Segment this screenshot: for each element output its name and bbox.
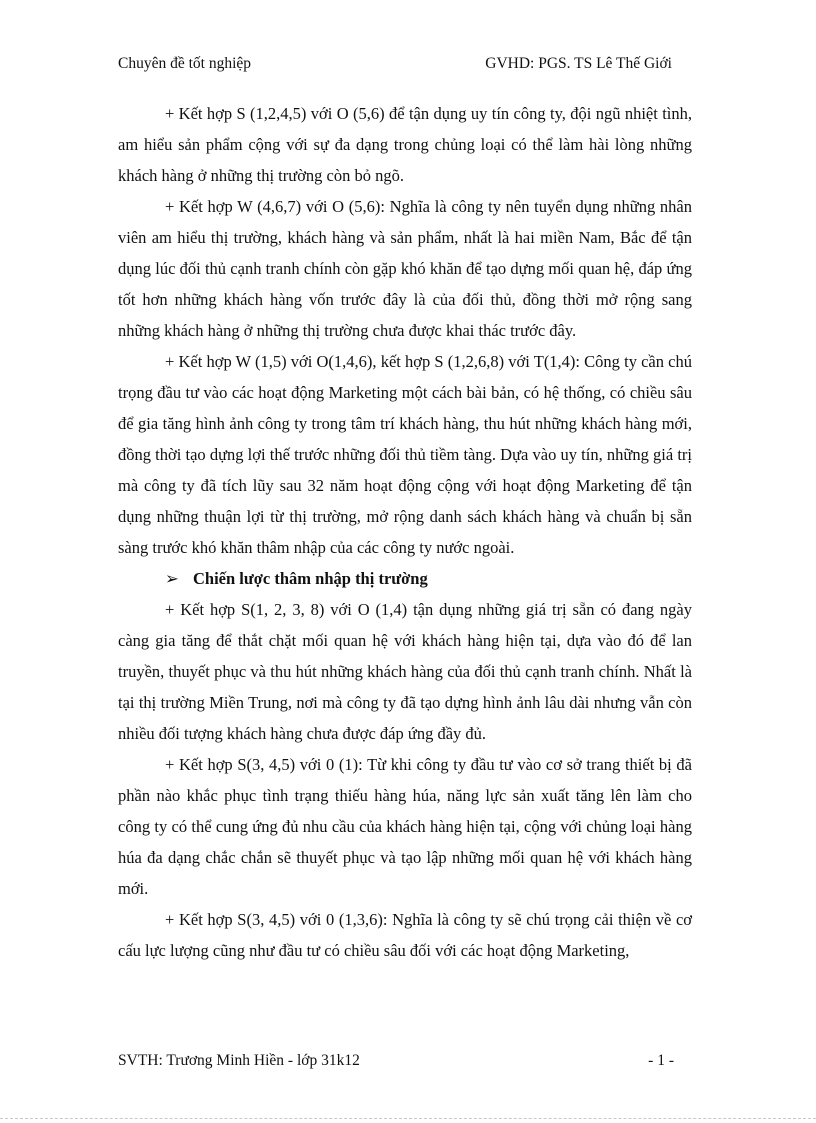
paragraph: + Kết hợp S (1,2,4,5) với O (5,6) để tận dụng uy tín công ty, đội ngũ nhiệt tình, am hiểu sản phẩm cộng với sự đa dạng trong chủng loại có thể làm hài lòng những khách hàng ở những thị trường còn bỏ ngõ. [118, 104, 692, 185]
footer-student: SVTH: Trương Minh Hiền - lớp 31k12 [118, 1052, 360, 1069]
arrow-bullet-icon: ➢ [165, 569, 179, 588]
paragraph: + Kết hợp S(3, 4,5) với 0 (1,3,6): Nghĩa là công ty sẽ chú trọng cải thiện về cơ cấu lực lượng cũng như đầu tư có chiều sâu đối với các hoạt động Marketing, [118, 910, 692, 960]
section-heading [118, 563, 692, 594]
page-footer [118, 1050, 674, 1072]
page-number: - 1 - [648, 1052, 674, 1069]
header-advisor: GVHD: PGS. TS Lê Thế Giới [485, 55, 672, 72]
paragraph: + Kết hợp W (1,5) với O(1,4,6), kết hợp S (1,2,6,8) với T(1,4): Công ty cần chú trọng đầu tư vào các hoạt động Marketing một cách bài bản, có hệ thống, có chiều sâu để gia tăng hình ảnh công ty trong tâm trí khách hàng, thu hút những khách hàng mới, đồng thời tạo dựng lợi thế trước những đối thủ tiềm tàng. Dựa vào uy tín, những giá trị mà công ty đã tích lũy sau 32 năm hoạt động cộng với hoạt động Marketing để tận dụng những thuận lợi từ thị trường, mở rộng danh sách khách hàng và chuẩn bị sẵn sàng trước khó khăn thâm nhập của các công ty nước ngoài. [118, 352, 692, 557]
page-bottom-divider [0, 1118, 816, 1119]
section-heading-text: Chiến lược thâm nhập thị trường [193, 569, 428, 588]
document-body [118, 98, 692, 966]
paragraph: + Kết hợp S(1, 2, 3, 8) với O (1,4) tận dụng những giá trị sẵn có đang ngày càng gia tăng để thắt chặt mối quan hệ với khách hàng hiện tại, dựa vào đó để lan truyền, thuyết phục và thu hút những khách hàng của đối thủ cạnh tranh chính. Nhất là tại thị trường Miền Trung, nơi mà công ty đã tạo dựng hình ảnh lâu dài nhưng vẫn còn nhiều đối tượng khách hàng chưa được đáp ứng đầy đủ. [118, 600, 692, 743]
paragraph: + Kết hợp S(3, 4,5) với 0 (1): Từ khi công ty đầu tư vào cơ sở trang thiết bị đã phần nào khắc phục tình trạng thiếu hàng húa, năng lực sản xuất tăng lên làm cho công ty có thể cung ứng đủ nhu cầu của khách hàng hiện tại, cộng với chủng loại hàng húa đa dạng chắc chắn sẽ thuyết phục và tạo lập những mối quan hệ với khách hàng mới. [118, 755, 692, 898]
paragraph: + Kết hợp W (4,6,7) với O (5,6): Nghĩa là công ty nên tuyển dụng những nhân viên am hiểu thị trường, khách hàng và sản phẩm, nhất là hai miền Nam, Bắc để tận dụng lúc đối thủ cạnh tranh chính còn gặp khó khăn để tạo dựng mối quan hệ, đáp ứng tốt hơn những khách hàng vốn trước đây là của đối thủ, đồng thời mở rộng sang những khách hàng ở những thị trường chưa được khai thác trước đây. [118, 197, 692, 340]
header-title: Chuyên đề tốt nghiệp [118, 55, 252, 72]
page-header [118, 53, 672, 75]
